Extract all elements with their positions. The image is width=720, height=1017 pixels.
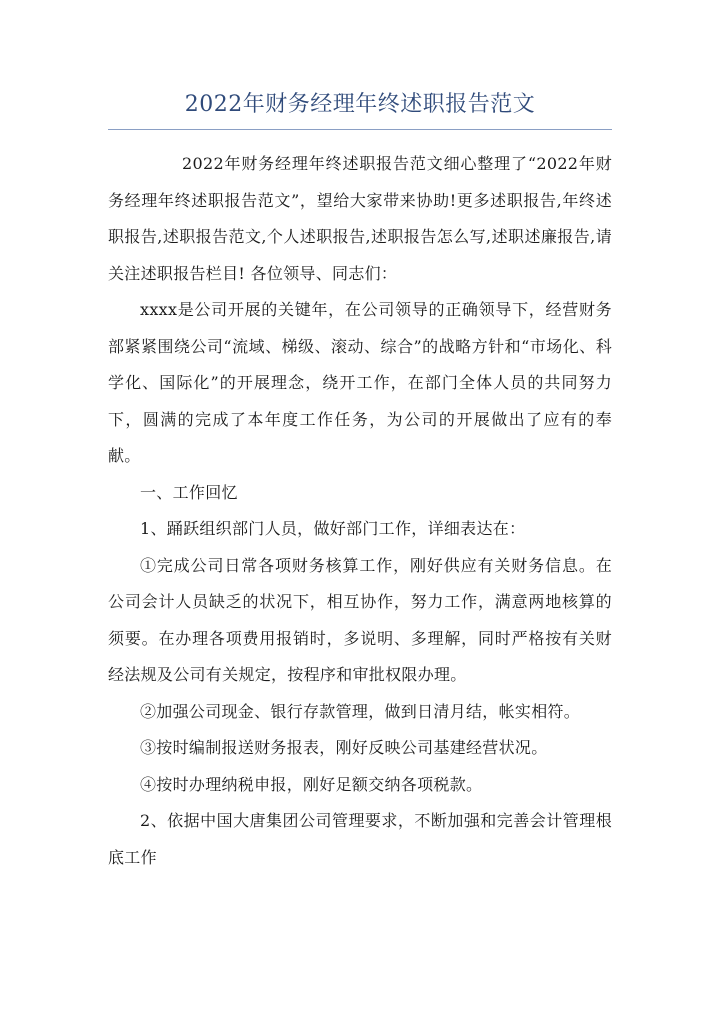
intro-paragraph: 2022年财务经理年终述职报告范文细心整理了“2022年财务经理年终述职报告范文”，望给大家带来协助!更多述职报告,年终述职报告,述职报告范文,个人述职报告,述职报告怎么写,述职述廉报告,请关注述职报告栏目! 各位领导、同志们： bbox=[108, 154, 612, 283]
overview-paragraph: xxxx是公司开展的关键年，在公司领导的正确领导下，经营财务部紧紧围绕公司“流域、梯级、滚动、综合”的战略方针和“市场化、科学化、国际化”的开展理念，绕开工作，在部门全体人员的共同努力下，圆满的完成了本年度工作任务，为公司的开展做出了应有的奉献。 bbox=[108, 300, 612, 465]
item-1-paragraph: 1、踊跃组织部门人员，做好部门工作，详细表达在： bbox=[140, 519, 526, 538]
document-title: 2022年财务经理年终述职报告范文 bbox=[184, 92, 536, 117]
item-1-2-paragraph: ②加强公司现金、银行存款管理，做到日清月结，帐实相符。 bbox=[140, 701, 581, 721]
item-1-1-paragraph: ①完成公司日常各项财务核算工作，刚好供应有关财务信息。在公司会计人员缺乏的状况下，相互协作，努力工作，满意两地核算的须要。在办理各项费用报销时，多说明、多理解，同时严格按有关财经法规及公司有关规定，按程序和审批权限办理。 bbox=[108, 555, 612, 684]
item-1-3-paragraph: ③按时编制报送财务报表，刚好反映公司基建经营状况。 bbox=[140, 738, 548, 757]
document-body bbox=[108, 146, 612, 876]
title-divider bbox=[108, 129, 612, 130]
section-heading-work-review: 一、工作回忆 bbox=[140, 482, 238, 502]
item-1-4-paragraph: ④按时办理纳税申报，刚好足额交纳各项税款。 bbox=[140, 774, 483, 794]
item-2-paragraph: 2、依据中国大唐集团公司管理要求，不断加强和完善会计管理根底工作 bbox=[108, 811, 612, 867]
